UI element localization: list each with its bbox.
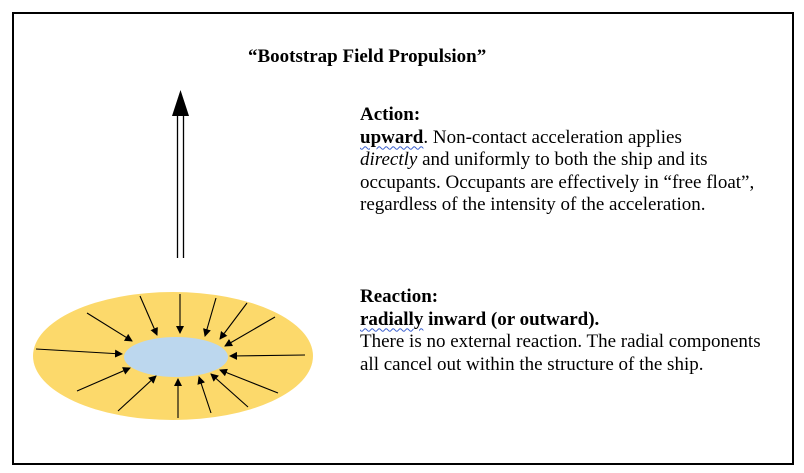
- action-heading: Action:: [360, 104, 421, 125]
- action-text-block: [360, 104, 780, 217]
- reaction-keyword: radially: [360, 308, 424, 330]
- diagram-title: “Bootstrap Field Propulsion”: [248, 46, 487, 67]
- reaction-keyword-rest: inward (or outward).: [423, 308, 600, 330]
- reaction-heading: Reaction:: [360, 286, 439, 307]
- reaction-subhead: [360, 309, 780, 332]
- action-emphasis: directly: [360, 149, 418, 170]
- reaction-body: There is no external reaction. The radial components all cancel out within the structure of the ship.: [360, 331, 761, 375]
- action-text-1: . Non-contact acceleration applies: [423, 126, 682, 148]
- reaction-text-block: [360, 286, 780, 376]
- upward-arrow-icon: [172, 90, 189, 258]
- action-text-2: and uniformly to both the ship and its occupants. Occupants are effectively in “free float”, regardless of the intensity of the acceleration.: [360, 149, 755, 215]
- action-body: [360, 127, 780, 217]
- ship-inner-disc: [124, 337, 228, 377]
- action-keyword: upward: [360, 126, 424, 148]
